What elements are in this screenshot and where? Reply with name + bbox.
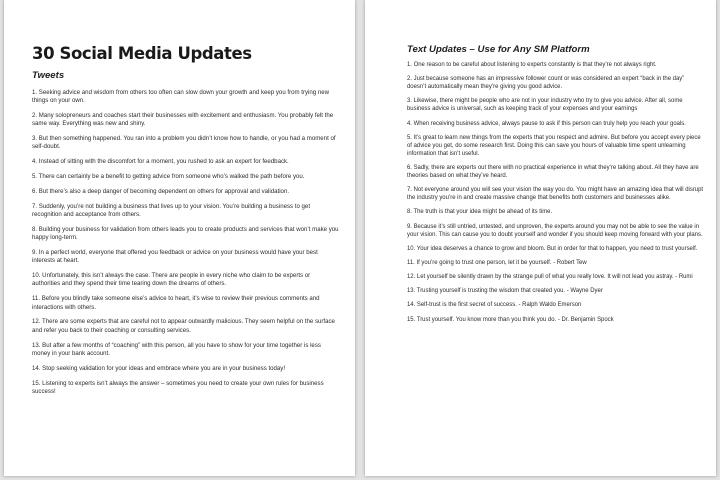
list-item: 7. Suddenly, you’re not building a business that lives up to your vision. You’re building a business to get recognition and acceptance from others. xyxy=(32,202,311,219)
text-updates-list xyxy=(407,61,704,324)
list-item: 10. Your idea deserves a chance to grow and bloom. But in order for that to happen, you need to trust yourself. xyxy=(407,245,698,252)
document-page-left xyxy=(4,0,355,476)
list-item: 15. Listening to experts isn’t always the answer – sometimes you need to create your own rules for business success! xyxy=(32,379,324,395)
list-item: 11. If you’re going to trust one person, let it be yourself. - Robert Tew xyxy=(407,259,587,266)
list-item: 5. There can certainly be a benefit to getting advice from someone who’s walked the path before you. xyxy=(32,173,305,181)
list-item: 8. The truth is that your idea might be ahead of its time. xyxy=(407,209,553,216)
section-heading-tweets: Tweets xyxy=(32,70,65,81)
list-item: 9. In a perfect world, everyone that offered you feedback or advice on your business would have your best interests at heart. xyxy=(32,249,318,265)
document-page-right xyxy=(365,0,716,476)
list-item: 3. Likewise, there might be people who are not in your industry who try to give you advice. After all, some business advice is universal, such as keeping track of your expenses and your earnings xyxy=(407,98,683,113)
list-item: 13. Trusting yourself is trusting the wisdom that created you. - Wayne Dyer xyxy=(407,288,603,295)
list-item: 11. Before you blindly take someone else’s advice to heart, it’s wise to review their previous comments and interactions with others. xyxy=(32,295,320,311)
list-item: 12. There are some experts that are careful not to appear outwardly malicious. They seem helpful on the surface and refer you back to their coaching or consulting services. xyxy=(32,318,335,334)
list-item: 2. Many solopreneurs and coaches start their businesses with excitement and enthusiasm. You probably felt the same way. Everything was new and shiny. xyxy=(32,112,334,128)
list-item: 6. But there’s also a deep danger of becoming dependent on others for approval and validation. xyxy=(32,188,290,196)
list-item: 15. Trust yourself. You know more than you think you do. - Dr. Benjamin Spock xyxy=(407,316,614,323)
list-item: 10. Unfortunately, this isn’t always the case. There are people in every niche who claim to be experts or authorities and they spend their time tearing down the dreams of others. xyxy=(32,272,311,288)
list-item: 12. Let yourself be silently drawn by the strange pull of what you really love. It will not lead you astray. - Rumi xyxy=(407,274,693,281)
section-heading-text-updates: Text Updates – Use for Any SM Platform xyxy=(407,44,590,55)
list-item: 6. Sadly, there are experts out there with no practical experience in what they’re talking about. All they have are theories based on what they’ve heard. xyxy=(407,164,699,179)
list-item: 4. When receiving business advice, always pause to ask if this person can truly help you reach your goals. xyxy=(407,120,686,127)
list-item: 4. Instead of sitting with the discomfort for a moment, you rushed to ask an expert for feedback. xyxy=(32,158,289,166)
list-item: 3. But then something happened. You ran into a problem you didn’t know how to handle, or you had a moment of self-doubt. xyxy=(32,135,336,151)
list-item: 9. Because it’s still untried, untested, and unproven, the experts around you may not be able to see the value in your vision. This can cause you to doubt yourself and wonder if you should keep moving forward with your plans. xyxy=(407,223,703,238)
tweets-list xyxy=(32,89,339,396)
document-title: 30 Social Media Updates xyxy=(32,44,252,63)
list-item: 2. Just because someone has an impressive follower count or was considered an expert “back in the day” doesn’t automatically mean they’re giving you good advice. xyxy=(407,76,685,91)
list-item: 5. It’s great to learn new things from the experts that you respect and admire. But before you accept every piece of advice you get, do some research first. Doing this can save you hours of valuable time spent unlearning information that isn’t useful. xyxy=(407,134,701,157)
list-item: 7. Not everyone around you will see your vision the way you do. You might have an amazing idea that will disrupt the industry you’re in and create massive change that benefits both customers and businesses alike. xyxy=(407,187,704,202)
list-item: 13. But after a few months of “coaching” with this person, all you have to show for your time together is less money in your bank account. xyxy=(32,341,321,357)
list-item: 1. One reason to be careful about listening to experts constantly is that they’re not always right. xyxy=(407,62,657,68)
list-item: 1. Seeking advice and wisdom from others too often can slow down your growth and keep you from trying new things on your own. xyxy=(32,89,330,105)
list-item: 14. Stop seeking validation for your ideas and embrace where you are in your business today! xyxy=(32,364,286,372)
list-item: 14. Self-trust is the first secret of success. - Ralph Waldo Emerson xyxy=(407,302,582,309)
list-item: 8. Building your business for validation from others leads you to create products and services that won’t make you happy long-term. xyxy=(32,226,339,242)
